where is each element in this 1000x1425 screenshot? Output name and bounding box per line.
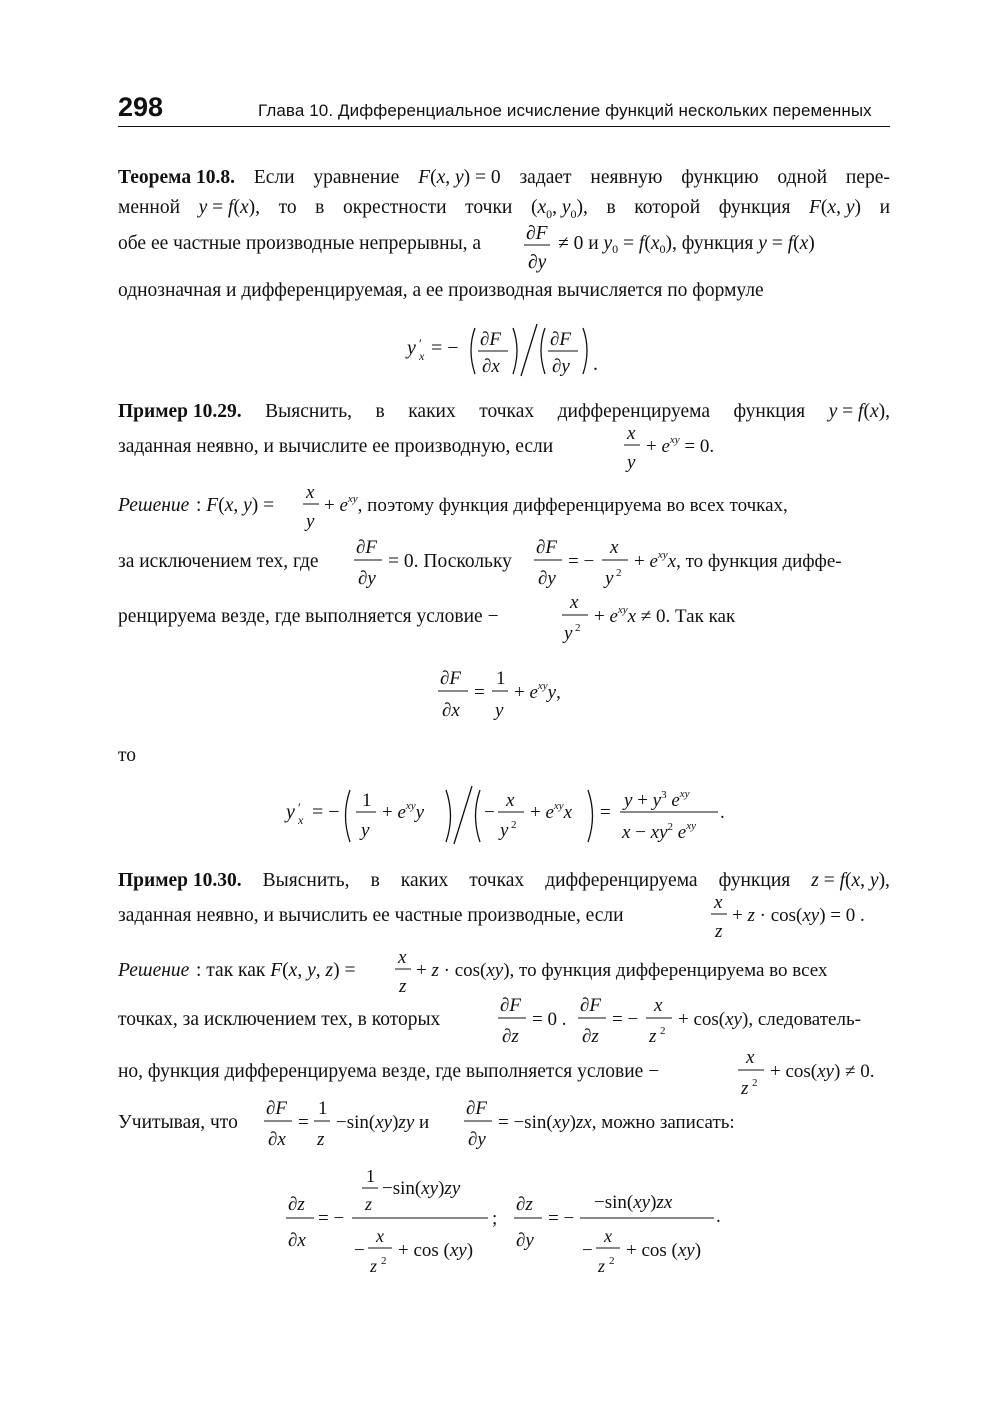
svg-text:y: y <box>627 452 636 473</box>
svg-text:−sin(xy)zx: −sin(xy)zx <box>594 1192 673 1213</box>
svg-text:∂z: ∂z <box>502 1026 519 1047</box>
example29-formula-1 <box>430 662 590 729</box>
svg-text:∂F: ∂F <box>536 537 557 558</box>
svg-text:y: y <box>500 820 509 841</box>
svg-text:x: x <box>376 1226 384 1246</box>
svg-text:y + y3 exy: $y + y^3$ $e^{xy}$ <box>624 788 690 811</box>
svg-text:=: = <box>600 802 611 823</box>
svg-text:∂F: ∂F <box>526 223 548 244</box>
svg-text:x: x <box>714 893 723 913</box>
svg-text:= −: = − <box>431 337 459 359</box>
svg-text:Решение: Решение <box>118 495 190 516</box>
svg-text:∂y: ∂y <box>552 356 570 377</box>
svg-text:за исключением тех, где: за исключением тех, где <box>118 551 319 572</box>
svg-text:2: 2 <box>381 1255 387 1267</box>
svg-text:x: x <box>654 995 663 1016</box>
example30-line-2 <box>118 893 890 943</box>
svg-text:2: 2 <box>609 1255 615 1267</box>
svg-text:+ exy, поэтому функция диффере: + $e^{xy}$, поэтому функция дифференцируема во всех точках, <box>324 493 788 516</box>
svg-text:точках, за исключением тех, в: точках, за исключением тех, в которых <box>118 1009 441 1030</box>
svg-text:∂F: ∂F <box>356 537 377 558</box>
chapter-title: Глава 10. Дифференциальное исчисление функций нескольких переменных <box>258 101 872 120</box>
svg-text:∂F: ∂F <box>580 995 601 1016</box>
svg-text:= −: = − <box>312 801 340 823</box>
svg-text:но, функция дифференцируема ве: но, функция дифференцируема везде, где выполняется условие − <box>118 1061 660 1082</box>
svg-text:+ cos (xy): + cos (xy) <box>398 1240 474 1261</box>
svg-text:∂F: ∂F <box>266 1098 287 1119</box>
svg-text:.: . <box>720 802 725 823</box>
svg-text:y: y <box>495 700 504 721</box>
example29-solution-line-3 <box>118 590 890 646</box>
theorem-line-4: однозначная и дифференцируемая, а ее производная вычисляется по формуле <box>118 280 764 301</box>
svg-text:′: ′ <box>298 800 301 815</box>
svg-text:2: 2 <box>575 622 581 634</box>
svg-text:1: 1 <box>362 790 372 811</box>
svg-text:−: − <box>354 1240 365 1261</box>
svg-text:.: . <box>593 353 598 375</box>
svg-text:1: 1 <box>496 668 506 689</box>
svg-text:x: x <box>604 1226 612 1246</box>
svg-text:= −sin(xy)zx, можно записать:: = −sin(xy)zx, можно записать: <box>498 1112 735 1133</box>
example30-solution-line-3 <box>118 1045 890 1101</box>
example30-label: Пример 10.30. <box>118 870 242 891</box>
svg-text:∂y: ∂y <box>538 568 556 589</box>
svg-text:−: − <box>582 1240 593 1261</box>
svg-text:= −: = − <box>568 551 595 572</box>
svg-text:: F(x, y) =: : F(x, y) = <box>196 495 275 516</box>
svg-text:∂F: ∂F <box>466 1098 487 1119</box>
svg-text:z: z <box>715 921 723 942</box>
svg-text:∂F: ∂F <box>440 668 461 689</box>
svg-text:x: x <box>398 948 407 968</box>
svg-text:+ exy = 0.: + $e^{xy} = 0$. <box>646 434 715 457</box>
svg-text:∂x: ∂x <box>442 700 460 721</box>
svg-text:+ cos(xy), следователь-: + cos(xy), следователь- <box>678 1009 861 1030</box>
theorem-formula <box>405 318 615 383</box>
svg-text:∂x: ∂x <box>482 356 500 377</box>
svg-text:+ cos(xy) ≠ 0.: + cos(xy) ≠ 0. <box>770 1061 875 1082</box>
page-number: 298 <box>118 92 164 122</box>
svg-text:x: x <box>610 537 619 558</box>
svg-text:= 0 .: = 0 . <box>532 1009 567 1030</box>
svg-text:∂y: ∂y <box>528 252 547 273</box>
svg-text:+ exyx, то функция диффе-: + $e^{xy}x$, то функция диффе- <box>634 549 842 572</box>
example29-solution-line-1 <box>118 483 890 533</box>
svg-text:∂y: ∂y <box>468 1129 486 1150</box>
svg-text:≠ 0 и y0 = f(x0), функция y =: ≠ 0 и $y_0 = f(x_0)$, функция y = f(x) <box>558 233 815 256</box>
theorem-label: Теорема 10.8. <box>118 167 235 188</box>
svg-text:y: y <box>306 511 315 532</box>
svg-text:∂z: ∂z <box>288 1194 305 1215</box>
svg-text:−sin(xy)zy: −sin(xy)zy <box>382 1178 461 1199</box>
example30-solution-line-2 <box>118 993 890 1051</box>
example29-line-1: Пример 10.29. Выяснить, в каких точках дифференцируема функция y = f(x), <box>118 401 890 422</box>
svg-text:z: z <box>741 1078 749 1099</box>
svg-text:x: x <box>306 483 315 503</box>
svg-text:+ z · cos(xy) = 0 .: + z · cos(xy) = 0 . <box>732 905 865 926</box>
svg-text:x: x <box>506 790 515 811</box>
svg-text:;: ; <box>492 1208 498 1229</box>
svg-text:+ exyy: + $e^{xy}y$ <box>382 800 425 823</box>
svg-text:= −: = − <box>548 1208 575 1229</box>
svg-text:x: x <box>570 592 579 613</box>
svg-text:y: y <box>564 623 573 644</box>
svg-text:= −: = − <box>612 1009 639 1030</box>
svg-text:2: 2 <box>752 1077 758 1089</box>
svg-text:−: − <box>484 802 495 823</box>
svg-text:1: 1 <box>366 1166 375 1186</box>
svg-text:y: y <box>605 568 614 589</box>
svg-text:ренцируема везде, где выполняе: ренцируема везде, где выполняется условие − <box>118 606 499 627</box>
svg-text:x: x <box>627 424 636 444</box>
example29-line-2 <box>118 424 890 474</box>
svg-text:= −: = − <box>318 1208 345 1229</box>
svg-text:z: z <box>317 1129 325 1150</box>
theorem-line-2: менной y = f(x), то в окрестности точки ($x_0$, $y_0$), в которой функция F(x, y) и <box>118 197 890 221</box>
example29-label: Пример 10.29. <box>118 401 242 422</box>
svg-text:y: y <box>407 337 416 359</box>
svg-text:+ z · cos(xy), то функция дифф: + z · cos(xy), то функция дифференцируема во всех <box>416 960 828 981</box>
svg-text:y: y <box>361 820 370 841</box>
svg-text:∂F: ∂F <box>550 329 571 350</box>
svg-text:+ exyx: + $e^{xy}x$ <box>530 800 573 823</box>
svg-text:y: y <box>286 801 295 823</box>
then-word: то <box>118 745 137 766</box>
svg-text:заданная неявно, и вычислите е: заданная неявно, и вычислите ее производную, если <box>118 436 554 457</box>
svg-text:2: 2 <box>511 819 517 831</box>
svg-text:−sin(xy)zy и: −sin(xy)zy и <box>336 1112 430 1133</box>
example29-solution-line-2 <box>118 535 890 595</box>
svg-text:Учитывая, что: Учитывая, что <box>118 1112 238 1133</box>
svg-text:z: z <box>365 1194 373 1214</box>
svg-text:∂x: ∂x <box>268 1129 286 1150</box>
svg-text:обе ее частные производные неп: обе ее частные производные непрерывны, а <box>118 233 482 254</box>
example30-solution-line-4 <box>118 1096 890 1154</box>
svg-text:2: 2 <box>616 567 622 579</box>
svg-text:Решение: Решение <box>118 960 190 981</box>
svg-text:.: . <box>716 1206 721 1227</box>
svg-text:z: z <box>399 976 407 997</box>
svg-text:x: x <box>419 349 425 363</box>
svg-text:=: = <box>298 1112 309 1133</box>
svg-text:= 0. Поскольку: = 0. Поскольку <box>388 551 512 572</box>
svg-text:+ cos (xy): + cos (xy) <box>626 1240 702 1261</box>
svg-text:∂y: ∂y <box>358 568 376 589</box>
svg-text:=: = <box>474 682 485 703</box>
svg-text:∂x: ∂x <box>288 1230 306 1251</box>
svg-text:z: z <box>649 1026 657 1047</box>
svg-text:+ exyy,: + $e^{xy}y$, <box>514 680 561 703</box>
svg-text:z: z <box>370 1256 378 1276</box>
svg-text:′: ′ <box>419 336 422 351</box>
svg-text:z: z <box>598 1256 606 1276</box>
svg-text:∂z: ∂z <box>516 1194 533 1215</box>
svg-text:∂F: ∂F <box>500 995 521 1016</box>
example30-solution-line-1 <box>118 948 890 998</box>
svg-text:2: 2 <box>660 1025 666 1037</box>
example30-line-1: Пример 10.30. Выяснить, в каких точках дифференцируема функция z = f(x, y), <box>118 870 890 891</box>
svg-text:∂y: ∂y <box>516 1230 534 1251</box>
example29-formula-2 <box>282 778 732 853</box>
svg-text:x: x <box>746 1047 755 1068</box>
theorem-line-3 <box>118 221 890 277</box>
theorem-line-1: Теорема 10.8. Если уравнение F(x, y) = 0 задает неявную функцию одной пере- <box>118 167 890 188</box>
svg-text:∂F: ∂F <box>480 329 501 350</box>
svg-text:: так как F(x, y, z) =: : так как F(x, y, z) = <box>196 960 356 981</box>
example30-formula <box>284 1160 734 1285</box>
svg-text:∂z: ∂z <box>582 1026 599 1047</box>
svg-text:1: 1 <box>318 1098 328 1119</box>
svg-text:x: x <box>298 813 304 827</box>
svg-text:+ exyx ≠ 0. Так как: + $e^{xy}x \ne 0$. Так как <box>594 604 736 627</box>
svg-text:заданная неявно, и вычислить е: заданная неявно, и вычислить ее частные производные, если <box>118 905 624 926</box>
header-rule <box>118 126 890 127</box>
svg-text:x − xy2 exy: $x - xy^2$ $e^{xy}$ <box>622 820 696 843</box>
